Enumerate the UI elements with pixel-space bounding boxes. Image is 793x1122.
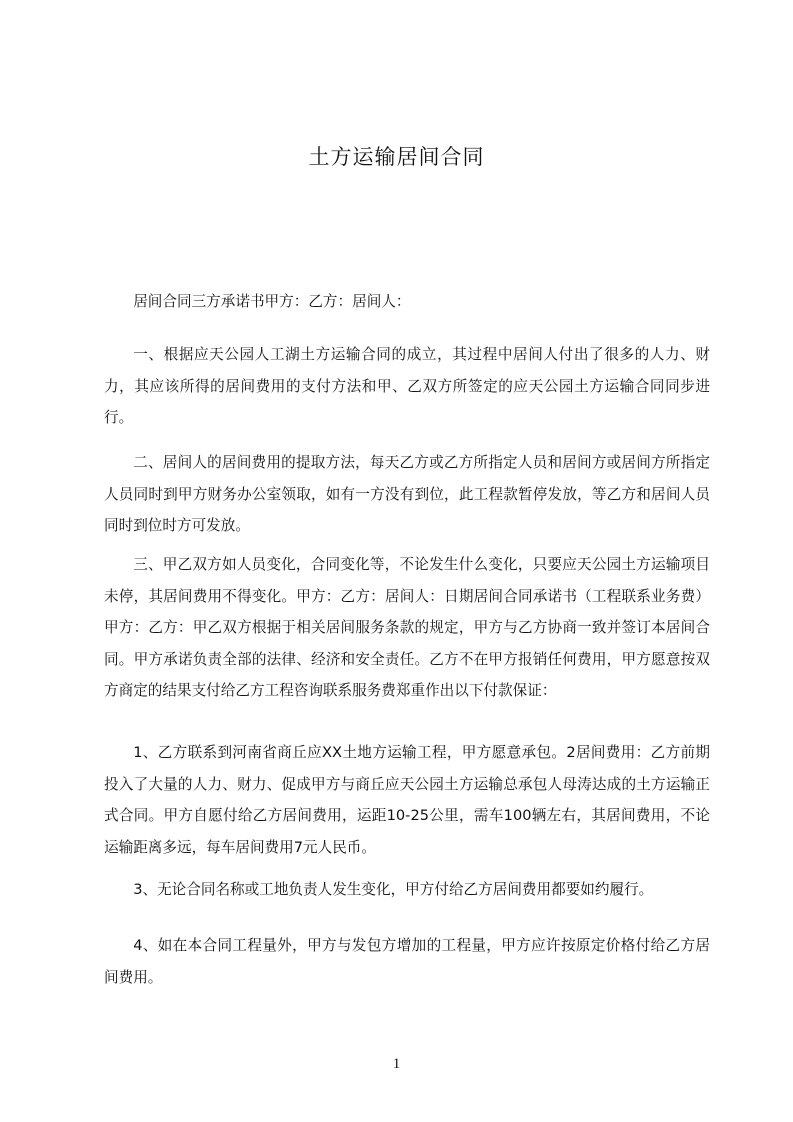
paragraph-intro: 居间合同三方承诺书甲方：乙方：居间人： — [133, 293, 411, 310]
document-title: 土方运输居间合同 — [308, 145, 485, 169]
paragraph-clause-2: 二、居间人的居间费用的提取方法，每天乙方或乙方所指定人员和居间方或居间方所指定人员同时到甲方财务办公室领取，如有一方没有到位，此工程款暂停发放，等乙方和居间人员同时到位时方可发放。 — [104, 454, 710, 534]
paragraph-clause-3: 三、甲乙双方如人员变化，合同变化等，不论发生什么变化，只要应天公园土方运输项目未停，其居间费用不得变化。甲方：乙方：居间人：日期居间合同承诺书（工程联系业务费）甲方：乙方：甲乙双方根据于相关居间服务条款的规定，甲方与乙方协商一致并签订本居间合同。甲方承诺负责全部的法律、经济和安全责任。乙方不在甲方报销任何费用，甲方愿意按双方商定的结果支付给乙方工程咨询联系服务费郑重作出以下付款保证： — [104, 556, 710, 699]
paragraph-item-1: 1、乙方联系到河南省商丘应XX土地方运输工程，甲方愿意承包。2居间费用：乙方前期投入了大量的人力、财力、促成甲方与商丘应天公园土方运输总承包人母涛达成的土方运输正式合同。甲方自愿付给乙方居间费用，运距10-25公里，需车100辆左右，其居间费用，不论运输距离多远，每车居间费用7元人民币。 — [104, 744, 710, 856]
paragraph-item-3: 3、无论合同名称或工地负责人发生变化，甲方付给乙方居间费用都要如约履行。 — [133, 881, 654, 898]
page-number: 1 — [392, 1056, 401, 1072]
paragraph-clause-1: 一、根据应天公园人工湖土方运输合同的成立，其过程中居间人付出了很多的人力、财力，其应该所得的居间费用的支付方法和甲、乙双方所签定的应天公园土方运输合同同步进行。 — [104, 346, 710, 426]
paragraph-item-4: 4、如在本合同工程量外，甲方与发包方增加的工程量，甲方应许按原定价格付给乙方居间费用。 — [104, 937, 710, 986]
